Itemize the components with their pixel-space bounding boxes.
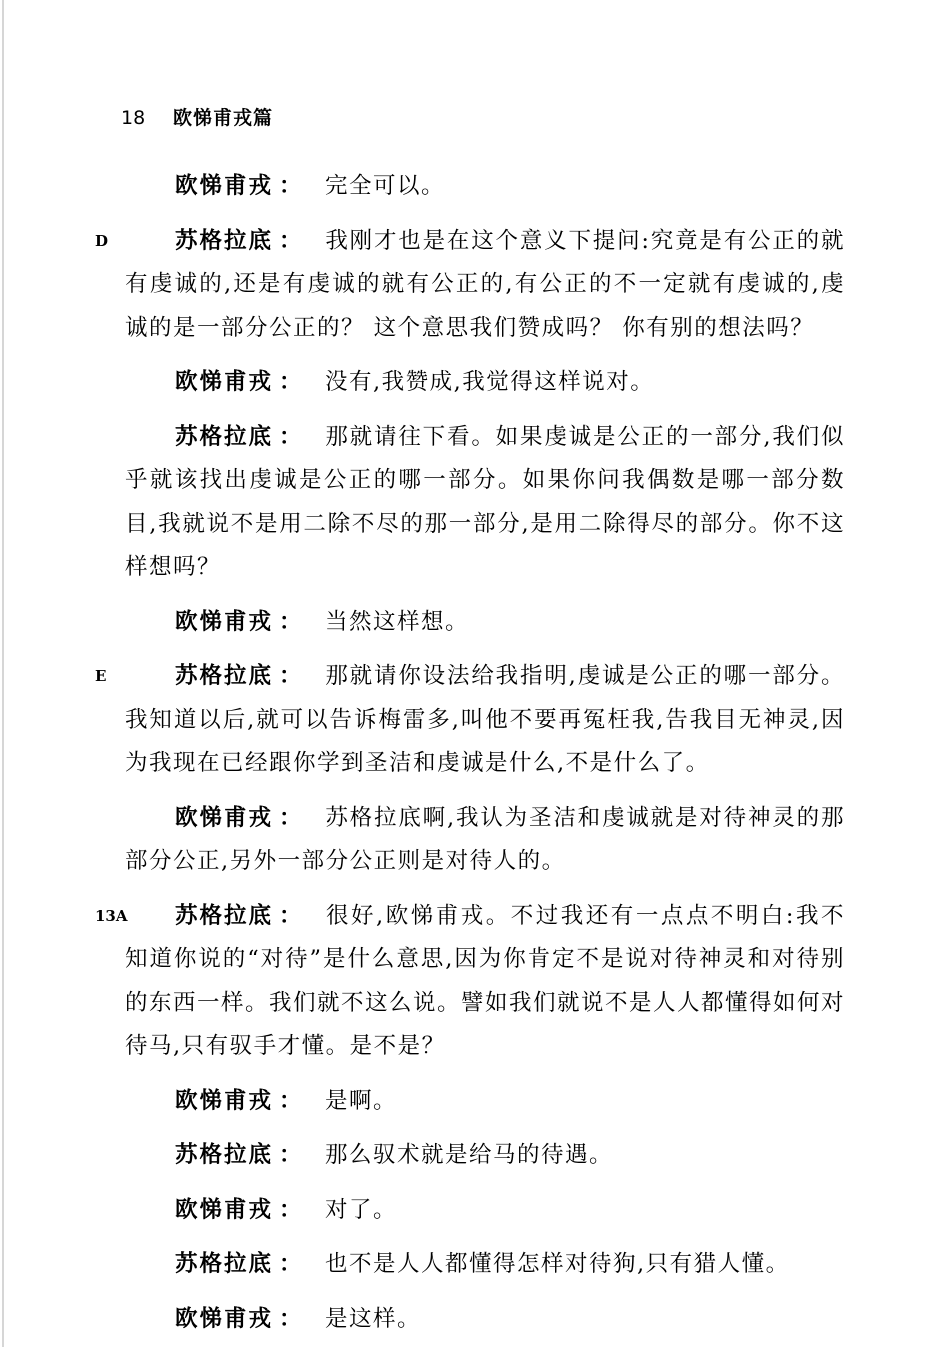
speech-text: 是这样。 <box>325 1305 422 1332</box>
dialogue-turn <box>95 655 845 786</box>
stephanus-marker: D <box>95 231 109 250</box>
speech-text: 完全可以。 <box>325 173 446 199</box>
speaker-colon: ： <box>279 423 304 450</box>
speech-text: 苏格拉底啊,我认为圣洁和虔诚就是对待神灵的那部分公正,另外一部分公正则是对待人的。 <box>125 804 845 874</box>
speaker-label: 欧悌甫戎 <box>175 369 274 395</box>
speaker-label: 苏格拉底 <box>175 1142 274 1168</box>
speaker-label: 欧悌甫戎 <box>175 608 274 635</box>
speaker-name <box>175 1189 325 1233</box>
speaker-colon: ： <box>279 608 304 635</box>
speech-text: 很好,欧悌甫戎。不过我还有一点点不明白:我不知道你说的“对待”是什么意思,因为你肯定不是说对待神灵和对待别的东西一样。我们就不这么说。譬如我们就说不是人人都懂得如何对待马,只有驭手才懂。是不是？ <box>125 902 846 1059</box>
speaker-colon: ： <box>279 1087 304 1114</box>
speaker-label: 欧悌甫戎 <box>175 173 274 199</box>
speaker-name <box>175 361 325 405</box>
speech-text: 我刚才也是在这个意义下提问:究竟是有公正的就有虔诚的,还是有虔诚的就有公正的,有公正的不一定就有虔诚的,虔诚的是一部分公正的？ 这个意思我们赞成吗？ 你有别的想法吗？ <box>125 227 845 341</box>
speaker-label: 苏格拉底 <box>175 227 274 254</box>
speaker-colon: ： <box>279 369 304 395</box>
speaker-name <box>175 1134 325 1178</box>
speech-text: 那就请你设法给我指明,虔诚是公正的哪一部分。我知道以后,就可以告诉梅雷多,叫他不要再冤枉我,告我目无神灵,因为我现在已经跟你学到圣洁和虔诚是什么,不是什么了。 <box>125 663 845 776</box>
dialogue-turn <box>95 220 845 351</box>
speaker-colon: ： <box>279 1305 304 1332</box>
speech-text: 也不是人人都懂得怎样对待狗,只有猎人懂。 <box>325 1251 790 1277</box>
speaker-label: 欧悌甫戎 <box>175 1305 274 1332</box>
speaker-label: 欧悌甫戎 <box>175 1196 274 1223</box>
speaker-colon: ： <box>279 227 304 254</box>
speech-text: 对了。 <box>325 1196 398 1223</box>
speech-text: 那么驭术就是给马的待遇。 <box>325 1142 614 1168</box>
speaker-name <box>175 601 325 645</box>
speaker-colon: ： <box>279 173 304 199</box>
dialogue-turn <box>95 895 846 1069</box>
speaker-name <box>175 1243 325 1287</box>
speaker-label: 苏格拉底 <box>175 423 274 450</box>
speaker-colon: ： <box>279 1196 304 1223</box>
speech-text: 没有,我赞成,我觉得这样说对。 <box>325 369 655 395</box>
speaker-colon: ： <box>279 1142 304 1168</box>
book-title: 欧悌甫戎篇 <box>173 107 274 129</box>
dialogue-turn <box>125 1243 845 1287</box>
speaker-label: 苏格拉底 <box>175 902 274 929</box>
dialogue-turn <box>125 1298 845 1342</box>
dialogue-turn <box>125 416 845 590</box>
speaker-name <box>175 1298 325 1342</box>
page-edge-line <box>2 0 4 1347</box>
speaker-name <box>175 165 325 209</box>
speech-text: 是啊。 <box>325 1087 398 1114</box>
dialogue-turn <box>125 361 845 405</box>
speaker-name <box>175 1080 325 1124</box>
dialogue-turn <box>125 1189 845 1233</box>
speaker-colon: ： <box>279 902 304 929</box>
dialogue-turn <box>125 1134 845 1178</box>
running-header <box>121 103 273 130</box>
stephanus-marker: 13A <box>95 906 128 925</box>
speech-text: 当然这样想。 <box>325 608 470 635</box>
speaker-label: 苏格拉底 <box>175 1251 274 1277</box>
speaker-colon: ： <box>279 663 304 689</box>
speaker-label: 欧悌甫戎 <box>175 804 274 831</box>
speaker-name <box>175 220 325 264</box>
speaker-colon: ： <box>279 1251 304 1277</box>
speech-text: 那就请往下看。如果虔诚是公正的一部分,我们似乎就该找出虔诚是公正的哪一部分。如果你问我偶数是哪一部分数目,我就说不是用二除不尽的那一部分,是用二除得尽的部分。你不这样想吗？ <box>125 423 845 580</box>
speaker-label: 欧悌甫戎 <box>175 1087 274 1114</box>
dialogue-turn <box>125 601 845 645</box>
speaker-name <box>175 895 325 939</box>
dialogue-turn <box>125 1080 845 1124</box>
dialogue-turn <box>125 797 845 884</box>
speaker-name <box>175 655 325 699</box>
stephanus-marker: E <box>95 667 107 685</box>
speaker-colon: ： <box>279 804 304 831</box>
dialogue-turn <box>125 165 845 209</box>
speaker-name <box>175 416 325 460</box>
speaker-label: 苏格拉底 <box>175 663 274 689</box>
page-number: 18 <box>121 107 146 129</box>
dialogue-text <box>95 165 846 1352</box>
speaker-name <box>175 797 325 841</box>
